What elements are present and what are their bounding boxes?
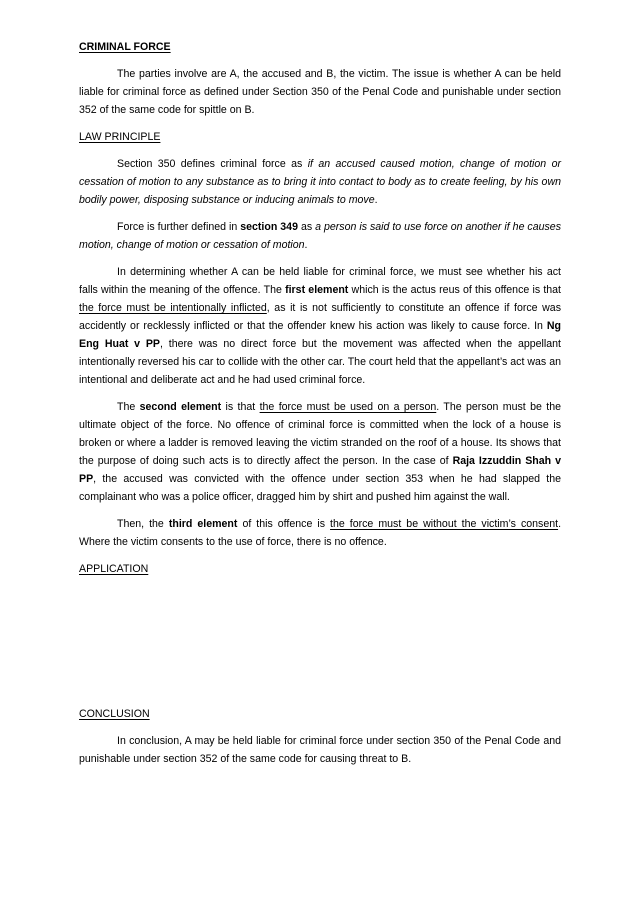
third-element-paragraph (79, 515, 561, 551)
text-run: . The person must be the ultimate object of the force. No offence of criminal force is committed when the lock of a house is broken or where a ladder is removed leaving the victim stranded on the roof of a house. Its shows that the purpose of doing such acts is to directly affect the person. In the case of (79, 401, 561, 467)
first-element-paragraph (79, 263, 561, 389)
text-run: of this offence is (237, 518, 331, 530)
text-run: Force is further defined in (117, 221, 241, 233)
text-run: Then, the (117, 518, 169, 530)
text-run: , as it is not sufficiently to constitute an offence if force was accidently or recklessly inflicted or that the offender knew his action was likely to cause force. In (79, 302, 561, 332)
conclusion-heading: CONCLUSION (79, 708, 150, 720)
law-principle-heading: LAW PRINCIPLE (79, 131, 161, 143)
text-run: is that (221, 401, 260, 413)
application-heading: APPLICATION (79, 563, 149, 575)
text-run: . Where the victim consents to the use of force, there is no offence. (79, 518, 562, 548)
intro-paragraph: The parties involve are A, the accused and B, the victim. The issue is whether A can be held liable for criminal force as defined under Section 350 of the Penal Code and punishable under section 352 of the same code for spittle on B. (79, 68, 561, 116)
text-run: . (304, 239, 308, 251)
text-run: Section 350 defines criminal force as (117, 158, 308, 170)
second-element-paragraph (79, 398, 561, 506)
conclusion-paragraph: In conclusion, A may be held liable for criminal force under section 350 of the Penal Code and punishable under section 352 of the same code for causing threat to B. (79, 735, 561, 765)
text-run: , the accused was convicted with the offence under section 353 when he had slapped the complainant who was a police officer, dragged him by shirt and pushed him against the wall. (79, 473, 561, 503)
case-name: Ng Eng Huat v PP (79, 320, 561, 350)
force-definition: a person is said to use force on another if he causes motion, change of motion or cessation of motion (79, 221, 561, 251)
text-run: In determining whether A can be held liable for criminal force, we must see whether his act falls within the meaning of the offence. The (79, 266, 561, 296)
text-run: which is the actus reus of this offence is that (348, 284, 561, 296)
criminal-force-definition: if an accused caused motion, change of motion or cessation of motion to any substance as to bring it into contact to body as to create feeling, by his own bodily power, disposing substance or inducing animals to move (79, 158, 561, 206)
document-page (79, 38, 561, 777)
third-element-label: third element (168, 518, 238, 530)
second-element-label: second element (139, 401, 222, 413)
first-element-label: first element (285, 284, 349, 296)
text-run: . (374, 194, 378, 206)
document-title: CRIMINAL FORCE (79, 41, 171, 53)
section-350-paragraph (79, 155, 561, 209)
first-element-rule: the force must be intentionally inflicted (79, 302, 267, 314)
text-run: The (117, 401, 140, 413)
section-349-paragraph (79, 218, 561, 254)
text-run: , there was no direct force but the movement was affected when the appellant intentionally reversed his car to collide with the other car. The court held that the appellant’s act was an intentional and deliberate act and he had used criminal force. (79, 338, 561, 386)
case-name: Raja Izzuddin Shah v PP (79, 455, 561, 485)
third-element-rule: the force must be without the victim’s consent (330, 518, 559, 530)
section-349-reference: section 349 (240, 221, 298, 233)
text-run: as (297, 221, 316, 233)
second-element-rule: the force must be used on a person (259, 401, 437, 413)
application-blank-space (79, 587, 561, 705)
